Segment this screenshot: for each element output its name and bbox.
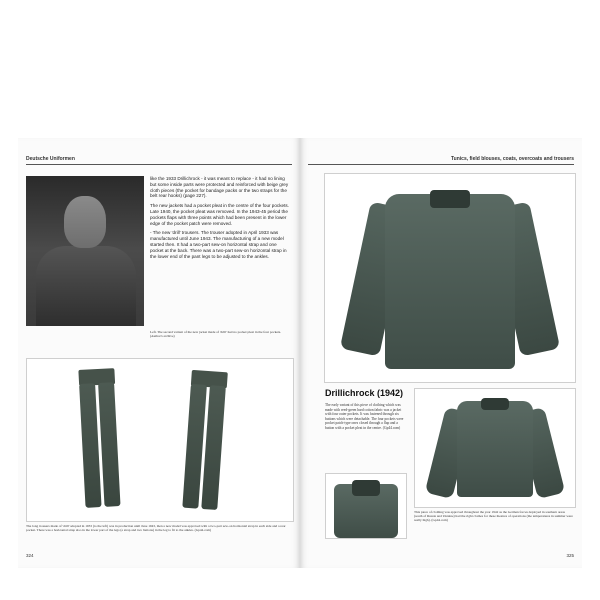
drillichrock-jacket [385, 194, 515, 369]
body-paragraph: The new jackets had a pocket pleat in the centre of the four pockets. Late 1940, the pocket pleat was removed. In the 1943-45 period the pockets flaps with three points which had been present in the lower edge of the pocket patch were removed. [150, 203, 289, 226]
book-spread [0, 138, 600, 568]
drillichrock-variant-photo [414, 388, 576, 508]
right-page [300, 138, 582, 568]
trousers-early-model [78, 368, 121, 510]
header-rule [26, 164, 292, 165]
portrait-face [64, 196, 106, 248]
jacket-collar [430, 190, 470, 208]
left-page [18, 138, 300, 568]
portrait-uniform [36, 246, 136, 326]
page-header-left: Deutsche Uniformen [26, 156, 75, 162]
drillichrock-front-photo [324, 173, 576, 383]
variant-caption: This piece of clothing was approved throughout the year 1942 as the German forces deployed in southern areas (south of Russia and Ukraine) had the right clothes for these theatres of operations (the temperatures in summer were really high). (Gp44.com) [414, 510, 573, 523]
section-text: The early variant of this piece of clothing which was made with reed-green hard cotton fabric was a jacket with four outer pockets. It was fastened through six buttons which were detachable. The four pockets were pocket patch-type ones closed through a flap and a button with a pocket pleat in the centre. (Gp44.com) [325, 403, 404, 430]
portrait-caption: Left. The second variant of the new jacket made of 'drill' had no pocket pleat in the four pockets. (Author's archive) [150, 330, 282, 339]
trousers-caption: The long trousers made of 'drill' adopted in 1933 (to the left) was in production until June 1943, then a new model was approved with a two-part sew-on horizontal strap in each side and a rear pocket. There was a horizontal strap also in the lower part of the legs (a strap and two buttons) in the leg to fit to the ankles. (Gp44.com) [26, 524, 286, 533]
page-header-right: Tunics, field blouses, coats, overcoats and trousers [451, 156, 574, 162]
page-number-left: 324 [26, 553, 34, 558]
collar-detail-photo [325, 473, 407, 539]
variant-jacket [457, 401, 533, 497]
body-paragraph: - The new 'drill' trousers. The trouser adopted in April 1933 was manufactured until June 1943. The manufacturing of a new model started then. It had a two-part sew-on horizontal strap and one pocket at the back. There was a two-part sew-on horizontal strap in the lower end of the pant legs to be adjusted to the ankles. [150, 230, 287, 259]
header-rule [308, 164, 574, 165]
section-title: Drillichrock (1942) [325, 388, 404, 398]
page-number-right: 325 [566, 553, 574, 558]
body-paragraph: like the 1933 Drillichrock - it was meant to replace - it had no lining but some inside parts were protected and reinforced with beige grey cloth pieces (the pocket for bandage packs or the two straps for the belt rear hooks) (page 227). [150, 176, 289, 199]
trousers-new-model [182, 370, 228, 512]
body-text-column [150, 176, 290, 263]
trousers-photo [26, 358, 294, 522]
soldier-portrait-photo [26, 176, 144, 326]
